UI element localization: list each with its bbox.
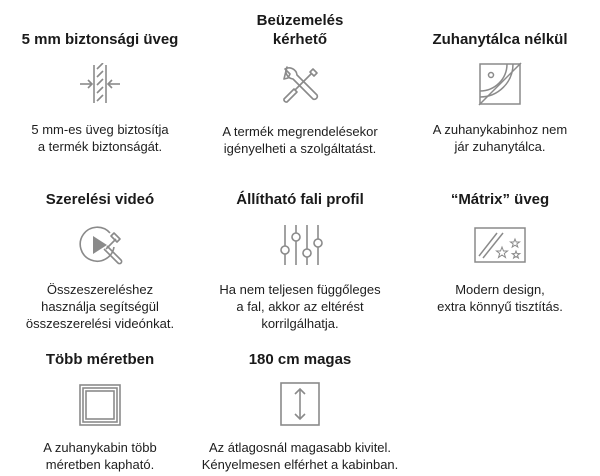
feature-glass-thickness [0,0,200,155]
multiple-sizes-icon [77,383,123,427]
feature-desc-line: Ha nem teljesen függőleges [219,282,381,297]
feature-desc-line: méretben kapható. [45,457,155,472]
feature-adjustable-profile [200,178,400,332]
feature-desc-line: A zuhanykabin több [43,440,157,455]
matrix-glass-icon [472,225,528,265]
feature-desc-line: használja segítségül [41,299,159,314]
feature-desc-line: 5 mm-es üveg biztosítja [31,122,169,137]
adjustable-sliders-icon [276,223,324,267]
feature-desc-line: A termék megrendelésekor [222,124,378,139]
video-tools-icon [76,223,124,267]
feature-height [200,340,400,473]
feature-title: 5 mm biztonsági üveg [21,31,179,48]
feature-title: 180 cm magas [248,351,352,368]
height-icon [277,381,323,427]
feature-no-shower-tray [400,0,600,155]
feature-desc-line: jár zuhanytálca. [454,139,546,154]
feature-installation [200,0,400,157]
feature-desc-line: a termék biztonságát. [37,139,163,154]
feature-desc-line: Modern design, [455,282,545,297]
shower-tray-icon [477,61,523,107]
feature-title: Zuhanytálca nélkül [432,31,568,48]
feature-desc-line: extra könnyű tisztítás. [437,299,563,314]
feature-title: “Mátrix” üveg [450,191,550,208]
feature-assembly-video [0,178,200,332]
feature-title: Több méretben [45,351,155,368]
feature-matrix-glass [400,178,600,315]
feature-title: Állítható fali profil [236,191,364,208]
feature-desc-line: összeszerelési videónkat. [25,316,175,331]
feature-desc-line: Összeszereléshez [46,282,154,297]
feature-desc-line: Kényelmesen elférhet a kabinban. [201,457,399,472]
feature-desc-line: korrilgálhatja. [261,316,339,331]
glass-thickness-icon [77,63,123,105]
feature-title-line: Beüzemelés [256,12,344,29]
feature-title-line: kérhető [272,31,328,48]
feature-desc-line: igényelheti a szolgáltatást. [223,141,377,156]
feature-multiple-sizes [0,340,200,473]
feature-desc-line: Az átlagosnál magasabb kivitel. [208,440,392,455]
feature-desc-line: A zuhanykabinhoz nem [432,122,568,137]
feature-title: Szerelési videó [45,191,155,208]
feature-desc-line: a fal, akkor az eltérést [236,299,364,314]
tools-icon [277,63,323,109]
